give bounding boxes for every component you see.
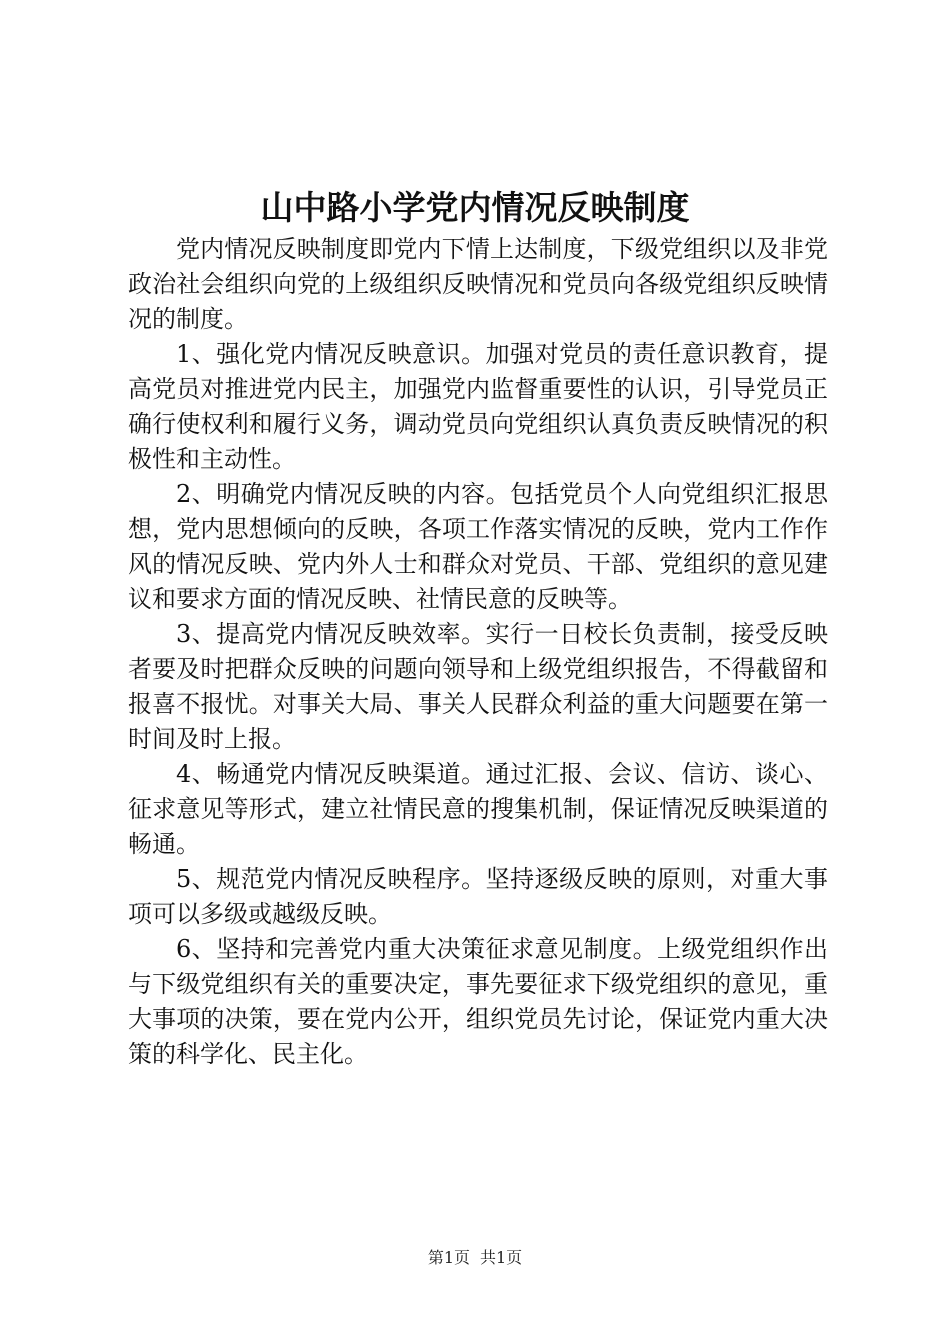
item-6-paragraph: 6、坚持和完善党内重大决策征求意见制度。上级党组织作出与下级党组织有关的重要决定，事先要征求下级党组织的意见，重大事项的决策，要在党内公开，组织党员先讨论，保证党内重大决策的科学化、民主化。 [128, 935, 828, 1068]
intro-paragraph: 党内情况反映制度即党内下情上达制度，下级党组织以及非党政治社会组织向党的上级组织反映情况和党员向各级党组织反映情况的制度。 [128, 235, 828, 333]
document-body [128, 232, 828, 1072]
page-number-total: 共1页 [480, 1248, 523, 1267]
item-1-paragraph: 1、强化党内情况反映意识。加强对党员的责任意识教育，提高党员对推进党内民主，加强党内监督重要性的认识，引导党员正确行使权利和履行义务，调动党员向党组织认真负责反映情况的积极性和主动性。 [128, 340, 828, 473]
item-3-paragraph: 3、提高党内情况反映效率。实行一日校长负责制，接受反映者要及时把群众反映的问题向领导和上级党组织报告，不得截留和报喜不报忧。对事关大局、事关人民群众利益的重大问题要在第一时间及时上报。 [128, 620, 828, 753]
item-5-paragraph: 5、规范党内情况反映程序。坚持逐级反映的原则，对重大事项可以多级或越级反映。 [128, 865, 828, 928]
page-footer [0, 1247, 950, 1269]
item-4-paragraph: 4、畅通党内情况反映渠道。通过汇报、会议、信访、谈心、征求意见等形式，建立社情民意的搜集机制，保证情况反映渠道的畅通。 [128, 760, 828, 858]
page-number-current: 第1页 [427, 1248, 470, 1267]
document-title: 山中路小学党内情况反映制度 [260, 188, 690, 227]
item-2-paragraph: 2、明确党内情况反映的内容。包括党员个人向党组织汇报思想，党内思想倾向的反映，各项工作落实情况的反映，党内工作作风的情况反映、党内外人士和群众对党员、干部、党组织的意见建议和要求方面的情况反映、社情民意的反映等。 [128, 480, 828, 613]
